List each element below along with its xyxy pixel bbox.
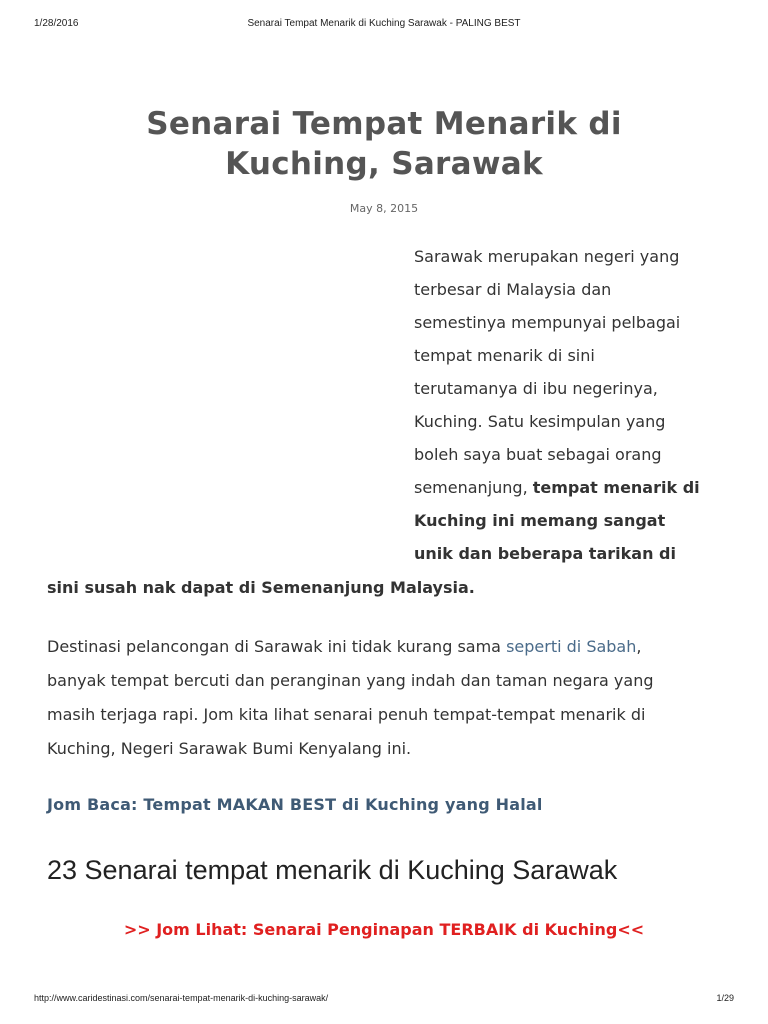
print-page-number: 1/29 [716,993,734,1003]
print-url: http://www.caridestinasi.com/senarai-tempat-menarik-di-kuching-sarawak/ [34,993,329,1003]
paragraph-text: , [636,637,642,656]
print-footer [34,993,734,1007]
paragraph-line: Kuching, Negeri Sarawak Bumi Kenyalang ini. [47,739,412,758]
intro-line [414,471,734,504]
intro-line: Kuching. Satu kesimpulan yang [414,412,666,431]
paragraph-line: banyak tempat bercuti dan peranginan yang indah dan taman negara yang [47,671,654,690]
intro-line: Sarawak merupakan negeri yang [414,247,680,266]
intro-line: terutamanya di ibu negerinya, [414,379,658,398]
intro-line: boleh saya buat sebagai orang [414,445,662,464]
article-title [60,104,708,184]
print-page-title: Senarai Tempat Menarik di Kuching Sarawak - PALING BEST [247,18,521,29]
body-paragraph [47,630,737,766]
article-date: May 8, 2015 [349,202,419,215]
article-title-line-2: Kuching, Sarawak [225,146,543,182]
paragraph-text: Destinasi pelancongan di Sarawak ini tidak kurang sama [47,637,507,656]
intro-bold-line: unik dan beberapa tarikan di [414,544,676,563]
paragraph-line [47,630,737,664]
intro-line: tempat menarik di sini [414,346,595,365]
intro-bold-continuation: sini susah nak dapat di Semenanjung Malaysia. [47,578,475,597]
intro-text: semenanjung, [414,478,533,497]
jom-lihat-link[interactable]: >> Jom Lihat: Senarai Penginapan TERBAIK di Kuching<< [123,920,645,939]
intro-line: semestinya mempunyai pelbagai [414,313,681,332]
intro-bold-text: tempat menarik di [532,478,700,497]
sabah-link[interactable]: seperti di Sabah [506,637,637,656]
print-date: 1/28/2016 [34,18,79,29]
intro-line: terbesar di Malaysia dan [414,280,612,299]
intro-bold-line: Kuching ini memang sangat [414,511,666,530]
paragraph-line: masih terjaga rapi. Jom kita lihat senarai penuh tempat-tempat menarik di [47,705,646,724]
article-title-line-1: Senarai Tempat Menarik di [146,106,622,142]
section-heading: 23 Senarai tempat menarik di Kuching Sarawak [47,855,618,885]
print-header [34,18,734,32]
jom-baca-link[interactable]: Jom Baca: Tempat MAKAN BEST di Kuching yang Halal [47,795,543,814]
intro-paragraph [414,240,734,570]
